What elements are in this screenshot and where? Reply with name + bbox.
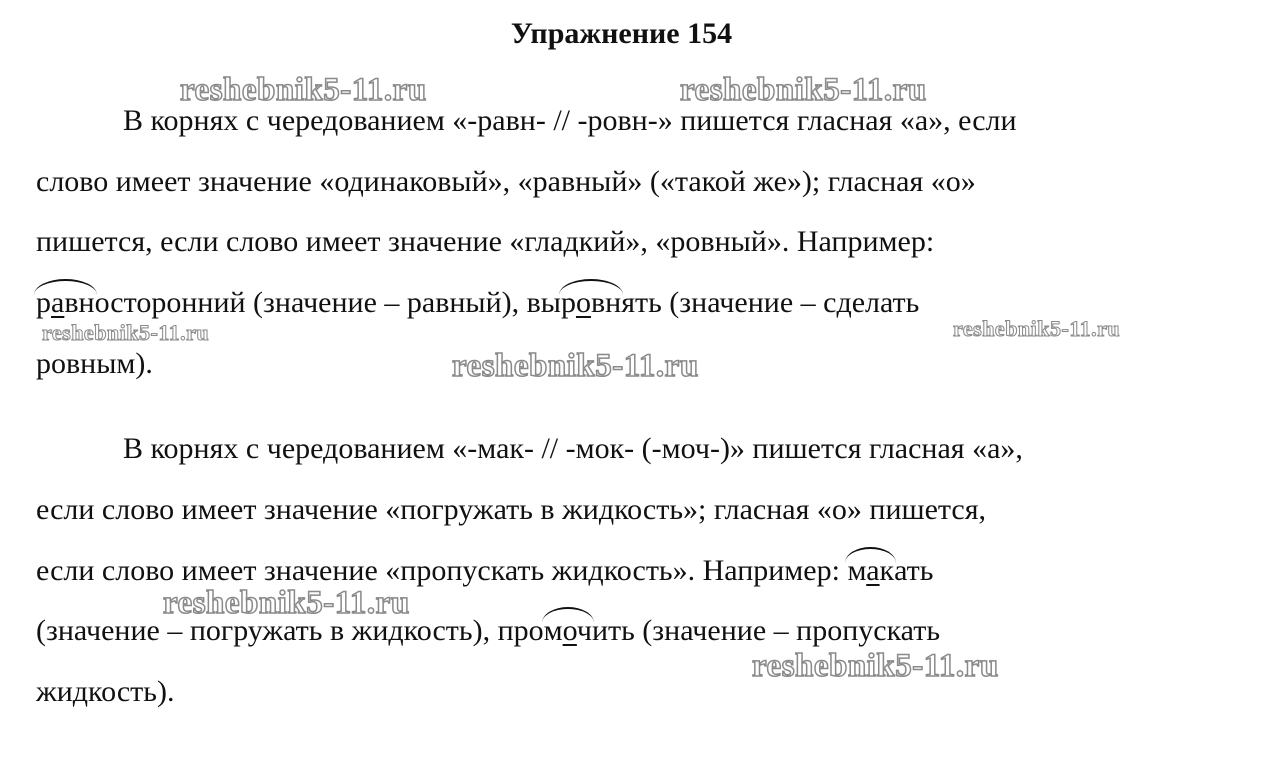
paragraph2-line2: если слово имеет значение «погружать в жидкость»; гласная «о» пишется, (36, 493, 987, 526)
paragraph1-line4: равносторонний (значение – равный), вы ровнять (значение – сделать (36, 285, 919, 321)
watermark: reshebnik5-11.ru (452, 348, 699, 384)
root-arc-mark (845, 547, 896, 563)
paragraph2-line1: В корнях с чередованием «-мак- // -мок- (-моч-)» пишется гласная «а», (123, 432, 1023, 465)
root-ravn: равн (36, 285, 95, 321)
watermark: reshebnik5-11.ru (163, 585, 410, 621)
root-arc-mark (542, 607, 594, 623)
root-arc-mark (34, 279, 97, 295)
exercise-title: Упражнение 154 (510, 17, 733, 50)
paragraph1-line5: ровным). (36, 347, 153, 380)
root-arc-mark (559, 279, 623, 295)
watermark: reshebnik5-11.ru (752, 648, 999, 684)
paragraph1-line2: слово имеет значение «одинаковый», «равный» («такой же»); гласная «о» (36, 165, 976, 198)
root-rovn: ровн (561, 285, 621, 321)
watermark: reshebnik5-11.ru (180, 72, 427, 108)
watermark: reshebnik5-11.ru (953, 316, 1121, 341)
paragraph1-line3: пишется, если слово имеет значение «гладкий», «ровный». Например: (36, 225, 935, 258)
root-mak: мак (847, 553, 894, 589)
watermark: reshebnik5-11.ru (42, 320, 210, 345)
watermark: reshebnik5-11.ru (680, 72, 927, 108)
root-moch: моч (544, 613, 592, 649)
paragraph2-line3: если слово имеет значение «пропускать жидкость». Например: макать (36, 553, 933, 589)
paragraph1-line1: В корнях с чередованием «-равн- // -ровн-» пишется гласная «а», если (123, 104, 1017, 137)
paragraph2-line5: жидкость). (36, 675, 175, 708)
paragraph2-line4: (значение – погружать в жидкость), про мочить (значение – пропускать (36, 613, 940, 649)
